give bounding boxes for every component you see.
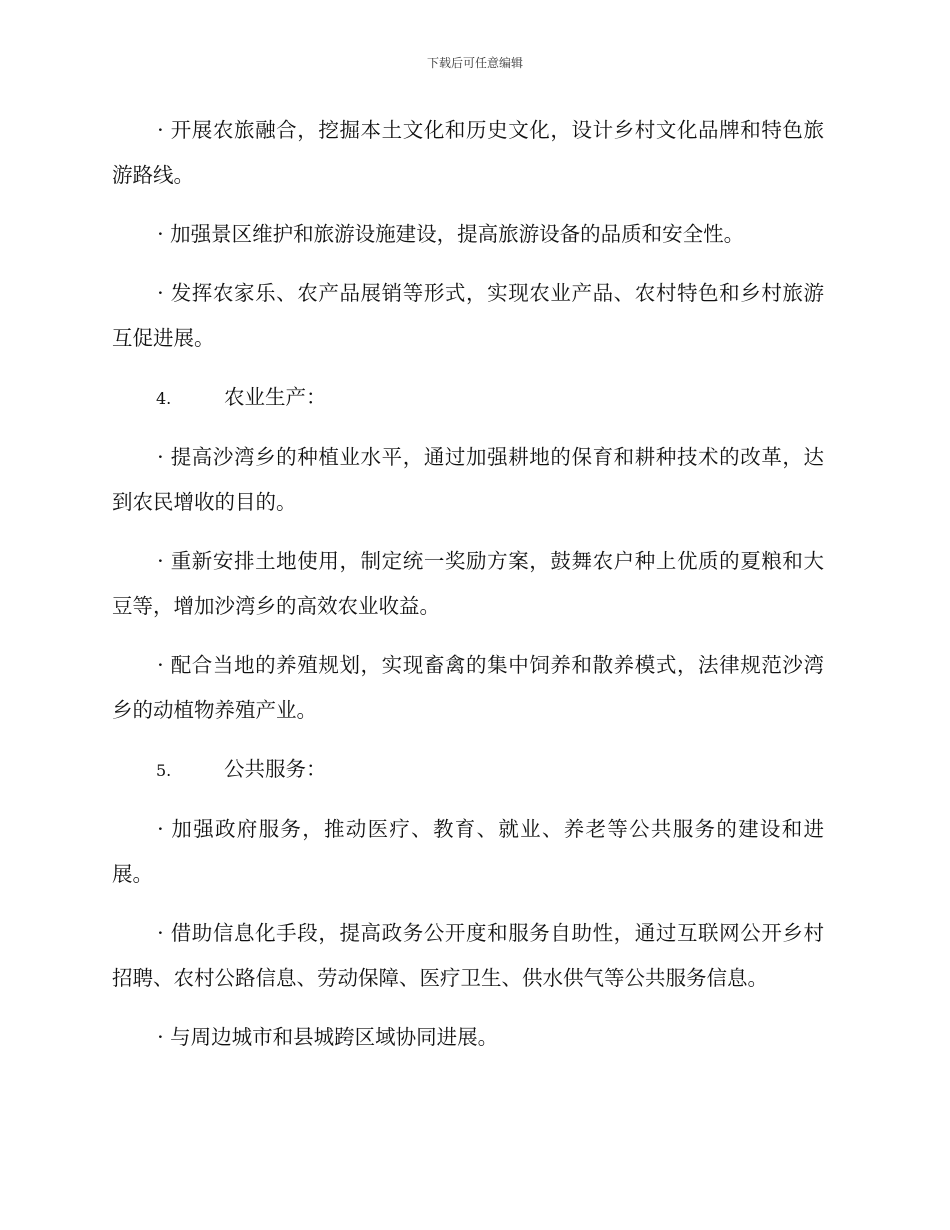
bullet-paragraph: · 重新安排土地使用，制定统一奖励方案，鼓舞农户种上优质的夏粮和大豆等，增加沙湾乡的高效农业收益。 bbox=[112, 549, 824, 618]
section-heading-public-services bbox=[112, 747, 824, 793]
bullet-paragraph: · 加强政府服务，推动医疗、教育、就业、养老等公共服务的建设和进展。 bbox=[112, 817, 824, 886]
bullet-paragraph: · 开展农旅融合，挖掘本土文化和历史文化，设计乡村文化品牌和特色旅游路线。 bbox=[112, 118, 824, 187]
bullet-paragraph: · 提高沙湾乡的种植业水平，通过加强耕地的保育和耕种技术的改革，达到农民增收的目的。 bbox=[112, 445, 824, 514]
section-number: 5. bbox=[156, 761, 172, 780]
document-body bbox=[112, 108, 824, 1074]
page-header: 下载后可任意编辑 bbox=[426, 56, 523, 70]
bullet-paragraph: · 借助信息化手段，提高政务公开度和服务自助性，通过互联网公开乡村招聘、农村公路信息、劳动保障、医疗卫生、供水供气等公共服务信息。 bbox=[112, 921, 824, 990]
section-number: 4. bbox=[156, 389, 172, 408]
section-heading-agriculture bbox=[112, 375, 824, 421]
bullet-paragraph: · 配合当地的养殖规划，实现畜禽的集中饲养和散养模式，法律规范沙湾乡的动植物养殖产业。 bbox=[112, 653, 824, 722]
section-title: 农业生产： bbox=[224, 385, 327, 409]
bullet-paragraph: · 发挥农家乐、农产品展销等形式，实现农业产品、农村特色和乡村旅游互促进展。 bbox=[112, 281, 824, 350]
section-title: 公共服务： bbox=[224, 757, 327, 781]
bullet-paragraph: · 加强景区维护和旅游设施建设，提高旅游设备的品质和安全性。 bbox=[157, 222, 745, 246]
bullet-paragraph: · 与周边城市和县城跨区域协同进展。 bbox=[157, 1025, 499, 1049]
